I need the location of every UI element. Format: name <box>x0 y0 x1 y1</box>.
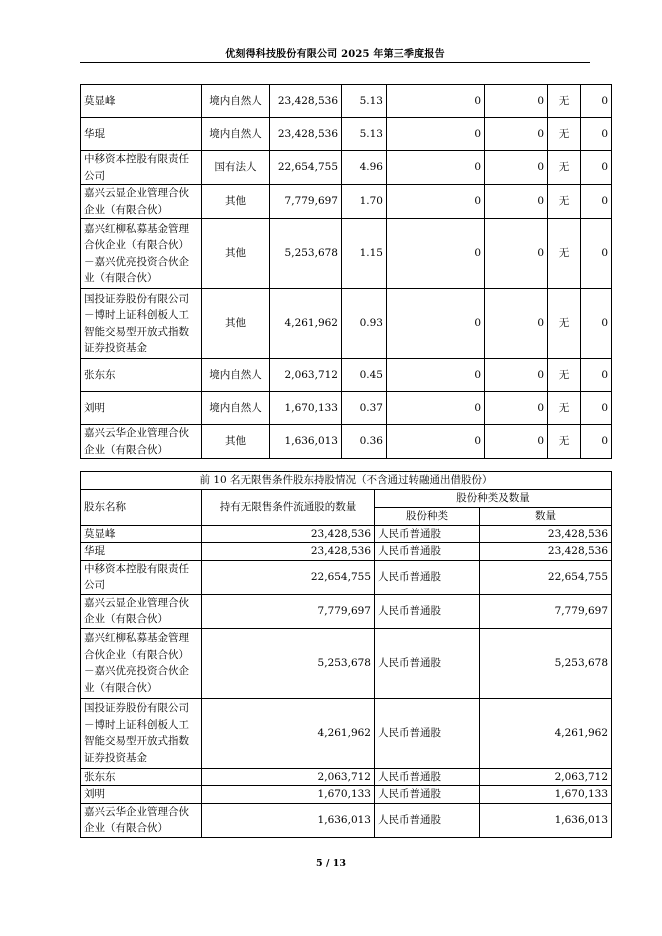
table-row <box>81 359 612 392</box>
table-row <box>81 560 612 594</box>
holder-share-kind: 人民币普通股 <box>375 768 480 786</box>
col-header-amount: 数量 <box>480 508 612 526</box>
holder-shares: 23,428,536 <box>270 85 342 118</box>
holder-qty: 5,253,678 <box>202 628 375 698</box>
holder-count: 0 <box>581 151 612 185</box>
holder-share-kind: 人民币普通股 <box>375 560 480 594</box>
holder-ratio: 0.45 <box>342 359 387 392</box>
section-title: 前 10 名无限售条件股东持股情况（不含通过转融通出借股份） <box>81 472 612 490</box>
holder-status: 无 <box>548 85 581 118</box>
holder-name: 华琨 <box>81 118 202 151</box>
holder-amount: 23,428,536 <box>480 525 612 543</box>
holder-restricted: 0 <box>387 85 485 118</box>
holder-amount: 5,253,678 <box>480 628 612 698</box>
holder-name: 刘明 <box>81 786 202 804</box>
holder-qty: 7,779,697 <box>202 594 375 628</box>
holder-pledge-incl: 0 <box>485 185 548 219</box>
holder-count: 0 <box>581 85 612 118</box>
holder-amount: 4,261,962 <box>480 698 612 768</box>
holder-count: 0 <box>581 392 612 425</box>
holder-status: 无 <box>548 392 581 425</box>
holder-type: 境内自然人 <box>202 118 270 151</box>
holder-name: 张东东 <box>81 768 202 786</box>
holder-type: 境内自然人 <box>202 359 270 392</box>
holder-qty: 23,428,536 <box>202 543 375 561</box>
holder-name: 莫显峰 <box>81 85 202 118</box>
table-row <box>81 151 612 185</box>
holder-qty: 4,261,962 <box>202 698 375 768</box>
col-header-kind: 股份种类 <box>375 508 480 526</box>
holder-share-kind: 人民币普通股 <box>375 786 480 804</box>
holder-shares: 7,779,697 <box>270 185 342 219</box>
table-row <box>81 425 612 459</box>
holder-type: 境内自然人 <box>202 85 270 118</box>
holder-pledge-incl: 0 <box>485 151 548 185</box>
holder-qty: 22,654,755 <box>202 560 375 594</box>
holder-status: 无 <box>548 425 581 459</box>
holder-restricted: 0 <box>387 151 485 185</box>
holder-count: 0 <box>581 118 612 151</box>
holder-shares: 2,063,712 <box>270 359 342 392</box>
holder-share-kind: 人民币普通股 <box>375 628 480 698</box>
holder-restricted: 0 <box>387 219 485 289</box>
holder-restricted: 0 <box>387 359 485 392</box>
holder-pledge-incl: 0 <box>485 118 548 151</box>
section-title-row <box>81 472 612 490</box>
table-row <box>81 594 612 628</box>
holder-name: 中移资本控股有限责任公司 <box>81 151 202 185</box>
report-header-title: 优刻得科技股份有限公司 2025 年第三季度报告 <box>225 49 445 60</box>
unrestricted-holders-table <box>80 471 612 838</box>
table-row <box>81 392 612 425</box>
holder-restricted: 0 <box>387 185 485 219</box>
holder-amount: 23,428,536 <box>480 543 612 561</box>
holder-status: 无 <box>548 185 581 219</box>
page-number: 5 / 13 <box>316 858 346 869</box>
top-holders-table <box>80 84 612 459</box>
holder-share-kind: 人民币普通股 <box>375 698 480 768</box>
holder-status: 无 <box>548 289 581 359</box>
holder-shares: 5,253,678 <box>270 219 342 289</box>
holder-type: 其他 <box>202 185 270 219</box>
holder-type: 其他 <box>202 219 270 289</box>
holder-ratio: 1.70 <box>342 185 387 219</box>
holder-pledge-incl: 0 <box>485 85 548 118</box>
holder-type: 其他 <box>202 289 270 359</box>
header-divider <box>80 62 590 63</box>
holder-share-kind: 人民币普通股 <box>375 803 480 837</box>
holder-shares: 1,670,133 <box>270 392 342 425</box>
holder-pledge-incl: 0 <box>485 219 548 289</box>
holder-ratio: 0.93 <box>342 289 387 359</box>
holder-amount: 7,779,697 <box>480 594 612 628</box>
holder-name: 嘉兴红柳私募基金管理合伙企业（有限合伙）－嘉兴优亮投资合伙企业（有限合伙） <box>81 628 202 698</box>
holder-restricted: 0 <box>387 425 485 459</box>
table-row <box>81 85 612 118</box>
holder-qty: 1,670,133 <box>202 786 375 804</box>
holder-qty: 1,636,013 <box>202 803 375 837</box>
holder-ratio: 5.13 <box>342 85 387 118</box>
holder-name: 嘉兴云华企业管理合伙企业（有限合伙） <box>81 425 202 459</box>
holder-amount: 2,063,712 <box>480 768 612 786</box>
table-row <box>81 698 612 768</box>
holder-name: 嘉兴红柳私募基金管理合伙企业（有限合伙）－嘉兴优亮投资合伙企业（有限合伙） <box>81 219 202 289</box>
header-row-1 <box>81 490 612 508</box>
holder-pledge-incl: 0 <box>485 289 548 359</box>
holder-share-kind: 人民币普通股 <box>375 594 480 628</box>
holder-status: 无 <box>548 118 581 151</box>
table-row <box>81 219 612 289</box>
holder-shares: 23,428,536 <box>270 118 342 151</box>
holder-name: 国投证券股份有限公司－博时上证科创板人工智能交易型开放式指数证券投资基金 <box>81 698 202 768</box>
table-row <box>81 803 612 837</box>
col-header-qty: 持有无限售条件流通股的数量 <box>202 490 375 526</box>
holder-amount: 1,636,013 <box>480 803 612 837</box>
holder-restricted: 0 <box>387 289 485 359</box>
holder-qty: 23,428,536 <box>202 525 375 543</box>
holder-name: 嘉兴云显企业管理合伙企业（有限合伙） <box>81 185 202 219</box>
holder-name: 国投证券股份有限公司－博时上证科创板人工智能交易型开放式指数证券投资基金 <box>81 289 202 359</box>
table-row <box>81 543 612 561</box>
holder-ratio: 0.36 <box>342 425 387 459</box>
holder-ratio: 5.13 <box>342 118 387 151</box>
col-header-name: 股东名称 <box>81 490 202 526</box>
holder-name: 嘉兴云华企业管理合伙企业（有限合伙） <box>81 803 202 837</box>
holder-name: 莫显峰 <box>81 525 202 543</box>
holder-status: 无 <box>548 219 581 289</box>
holder-pledge-incl: 0 <box>485 425 548 459</box>
holder-count: 0 <box>581 425 612 459</box>
holder-name: 嘉兴云显企业管理合伙企业（有限合伙） <box>81 594 202 628</box>
table-row <box>81 786 612 804</box>
holder-restricted: 0 <box>387 392 485 425</box>
holder-ratio: 4.96 <box>342 151 387 185</box>
holder-name: 张东东 <box>81 359 202 392</box>
holder-qty: 2,063,712 <box>202 768 375 786</box>
holder-share-kind: 人民币普通股 <box>375 525 480 543</box>
holder-count: 0 <box>581 219 612 289</box>
holder-shares: 22,654,755 <box>270 151 342 185</box>
holder-pledge-incl: 0 <box>485 359 548 392</box>
holder-type: 国有法人 <box>202 151 270 185</box>
table-row <box>81 768 612 786</box>
holder-type: 境内自然人 <box>202 392 270 425</box>
holder-name: 刘明 <box>81 392 202 425</box>
holder-pledge-incl: 0 <box>485 392 548 425</box>
holder-count: 0 <box>581 359 612 392</box>
table-row <box>81 628 612 698</box>
holder-count: 0 <box>581 185 612 219</box>
holder-name: 华琨 <box>81 543 202 561</box>
holder-share-kind: 人民币普通股 <box>375 543 480 561</box>
holder-status: 无 <box>548 151 581 185</box>
holder-shares: 1,636,013 <box>270 425 342 459</box>
holder-name: 中移资本控股有限责任公司 <box>81 560 202 594</box>
holder-amount: 1,670,133 <box>480 786 612 804</box>
table-row <box>81 525 612 543</box>
holder-shares: 4,261,962 <box>270 289 342 359</box>
table-row <box>81 185 612 219</box>
table-row <box>81 289 612 359</box>
holder-count: 0 <box>581 289 612 359</box>
col-header-kind-group: 股份种类及数量 <box>375 490 612 508</box>
holder-status: 无 <box>548 359 581 392</box>
table-row <box>81 118 612 151</box>
holder-ratio: 0.37 <box>342 392 387 425</box>
holder-amount: 22,654,755 <box>480 560 612 594</box>
holder-ratio: 1.15 <box>342 219 387 289</box>
holder-restricted: 0 <box>387 118 485 151</box>
holder-type: 其他 <box>202 425 270 459</box>
